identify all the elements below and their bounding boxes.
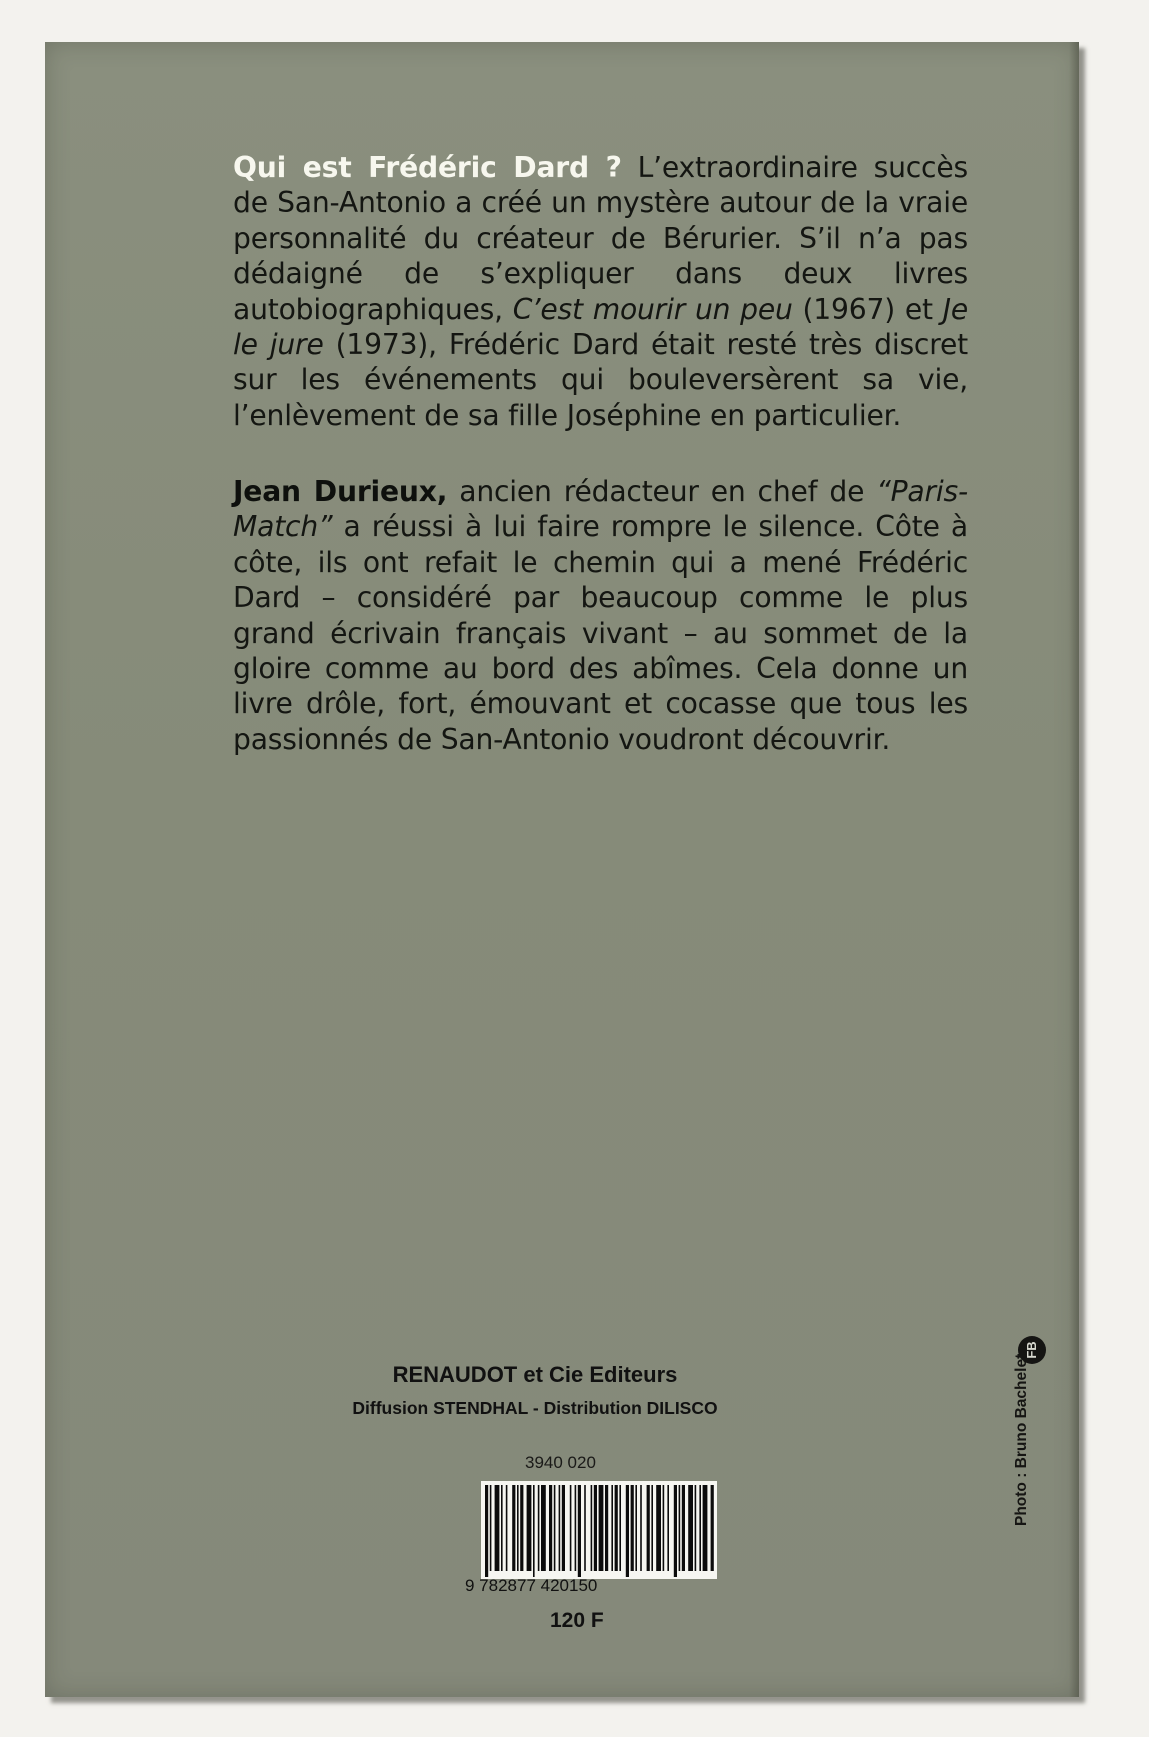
barcode-bar [562,1485,565,1571]
barcode-bar [674,1485,677,1577]
paragraph2-text-b: a réussi à lui faire rompre le silence. Côte à côte, ils ont refait le chemin qui a mené Frédéric Dard – considéré par beaucoup comme le plus grand écrivain français vivant – au sommet de la gloire comme au bord des abîmes. Cela donne un livre drôle, fort, émouvant et cocasse que tous les passionnés de San-Antonio voudront découvrir. [233,510,968,756]
publisher-distribution: Diffusion STENDHAL - Distribution DILISCO [352,1398,718,1418]
barcode-bar [631,1485,634,1571]
barcode-bar [541,1485,546,1571]
barcode [465,1481,717,1593]
barcode-bar [605,1485,608,1571]
barcode-bar [599,1485,604,1571]
barcode-bar [703,1485,708,1571]
barcode-bar [538,1485,540,1571]
paragraph2-text-a: ancien rédacteur en chef de [447,475,877,508]
barcode-bar [517,1485,519,1571]
barcode-bar [570,1485,572,1571]
barcode-bar [611,1485,613,1571]
barcode-bar [682,1485,685,1571]
barcode-bar [635,1485,637,1571]
paragraph1-text-b: (1967) et [792,292,943,326]
co-author-name: Jean Durieux, [233,475,448,508]
barcode-bar [501,1485,503,1571]
barcode-bar [549,1485,552,1571]
barcode-bar [651,1485,653,1571]
barcode-bar [699,1485,701,1571]
barcode-bar [594,1485,597,1571]
barcode-bar [695,1485,697,1571]
question-heading: Qui est Frédéric Dard ? [233,151,622,184]
barcode-bar [584,1485,586,1571]
barcode-bar [667,1485,669,1571]
barcode-bar [490,1485,492,1571]
barcode-bar [647,1485,650,1571]
barcode-bar [615,1485,618,1571]
paragraph1-text-c: (1973), Frédéric Dard était resté très discret sur les événements qui bouleversèrent sa vie, l’enlèvement de sa fille Joséphine en particulier. [233,328,968,432]
barcode-bar [533,1485,535,1577]
co-author-paragraph [233,474,968,757]
book-title-2: Je le jure [233,292,968,362]
barcode-bar [485,1485,488,1577]
price-label: 120 F [550,1609,604,1632]
book-back-cover [45,42,1079,1697]
barcode-bar [578,1485,581,1577]
barcode-bar [626,1485,629,1577]
publisher-name: RENAUDOT et Cie Editeurs [392,1362,678,1387]
barcode-bar [512,1485,515,1571]
magazine-name: “Paris-Match” [233,475,968,544]
paragraph1-text-a: L’extraordinaire succès de San-Antonio a créé un mystère autour de la vraie personnalité du créateur de Bérurier. S’il n’a pas dédaigné de s’expliquer dans deux livres autobiographiques, [233,151,968,326]
barcode-bar [711,1485,714,1571]
barcode-bar [559,1485,561,1571]
barcode-bar [663,1485,665,1571]
barcode-bar [619,1485,621,1571]
barcode-bar [640,1485,642,1571]
author-question-paragraph [233,150,968,433]
barcode-bar [495,1485,500,1571]
barcode-bar [656,1485,661,1571]
barcode-digits: 9 782877 420150 [465,1576,598,1593]
photo-credit: Photo : Bruno Bachelet. [1013,1349,1030,1526]
book-title-1: C’est mourir un peu [512,292,793,326]
publisher-logo-icon: FB [1018,1336,1046,1364]
barcode-bar [506,1485,508,1571]
barcode-bar [520,1485,523,1571]
barcode-bar [554,1485,556,1571]
barcode-bar [527,1485,532,1571]
barcode-bar [591,1485,593,1571]
barcode-bar [688,1485,693,1571]
cover-edge-shadow [1069,42,1079,1697]
barcode-code-top: 3940 020 [525,1453,596,1472]
barcode-bar [575,1485,577,1571]
barcode-bar [679,1485,681,1571]
